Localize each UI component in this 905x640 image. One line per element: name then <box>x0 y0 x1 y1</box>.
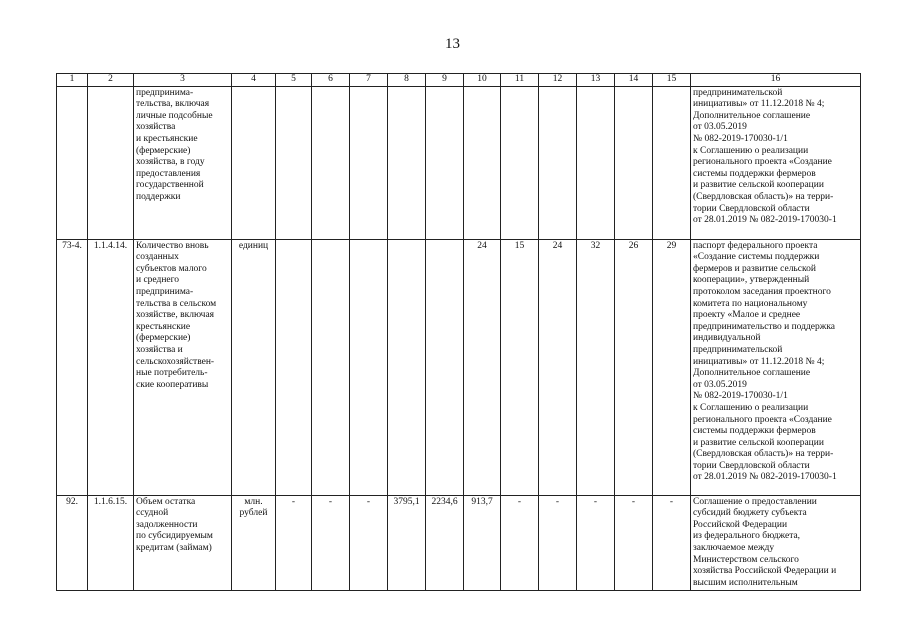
code-cell: 1.1.6.15. <box>88 495 134 591</box>
unit-cell: млн. рублей <box>232 495 276 591</box>
source-document-line: инициативы» от 11.12.2018 № 4; <box>693 356 825 367</box>
value-cell <box>615 86 653 239</box>
value-cell <box>276 86 312 239</box>
value-cell <box>501 86 539 239</box>
column-header: 2 <box>88 74 134 87</box>
source-document-line: тории Свердловской области <box>693 460 810 471</box>
value-cell <box>350 239 388 495</box>
indicator-name-line: поддержки <box>136 191 181 202</box>
value-cell <box>388 239 426 495</box>
source-document-line: фермеров и развитие сельской <box>693 263 816 274</box>
source-document-line: инициативы» от 11.12.2018 № 4; <box>693 99 825 110</box>
indicators-table <box>56 73 861 591</box>
row-number-cell: 73-4. <box>57 239 88 495</box>
source-document-cell <box>691 495 861 591</box>
indicator-name-line: личные подсобные <box>136 110 213 121</box>
indicator-name-line: и крестьянские <box>136 133 198 144</box>
source-document-cell <box>691 239 861 495</box>
value-cell: - <box>350 495 388 591</box>
column-header: 16 <box>691 74 861 87</box>
source-document-line: предпринимательство и поддержка <box>693 321 836 332</box>
source-document-cell <box>691 86 861 239</box>
code-cell <box>88 86 134 239</box>
row-number-cell <box>57 86 88 239</box>
indicator-name-line: предоставления <box>136 168 201 179</box>
value-cell: 32 <box>577 239 615 495</box>
indicator-name-line: Количество вновь <box>136 240 209 251</box>
column-header: 7 <box>350 74 388 87</box>
value-cell <box>276 239 312 495</box>
source-document-line: системы поддержки фермеров <box>693 168 816 179</box>
value-cell <box>312 239 350 495</box>
source-document-line: Дополнительное соглашение <box>693 368 811 379</box>
indicator-name-line: Объем остатка <box>136 496 196 507</box>
column-header: 12 <box>539 74 577 87</box>
value-cell <box>312 86 350 239</box>
value-cell: 2234,6 <box>426 495 464 591</box>
column-header: 13 <box>577 74 615 87</box>
indicator-name-line: крестьянские <box>136 321 191 332</box>
source-document-line: кооперации», утвержденный <box>693 275 810 286</box>
column-header: 10 <box>464 74 501 87</box>
source-document-line: от 03.05.2019 <box>693 122 747 133</box>
indicator-name-line: задолженности <box>136 519 198 530</box>
column-header: 15 <box>653 74 691 87</box>
value-cell <box>350 86 388 239</box>
source-document-line: к Соглашению о реализации <box>693 402 809 413</box>
column-header: 4 <box>232 74 276 87</box>
indicator-name-cell <box>134 239 232 495</box>
source-document-line: из федерального бюджета, <box>693 531 801 542</box>
table-row <box>57 239 861 495</box>
value-cell: 24 <box>539 239 577 495</box>
value-cell: 26 <box>615 239 653 495</box>
indicator-name-cell <box>134 86 232 239</box>
indicator-name-line: ные потребитель- <box>136 368 208 379</box>
value-cell <box>653 86 691 239</box>
indicator-name-line: и среднего <box>136 275 180 286</box>
value-cell <box>464 86 501 239</box>
source-document-line: Соглашение о предоставлении <box>693 496 817 507</box>
column-header: 3 <box>134 74 232 87</box>
source-document-line: от 03.05.2019 <box>693 379 747 390</box>
source-document-line: к Соглашению о реализации <box>693 145 809 156</box>
indicator-name-line: ские кооперативы <box>136 379 209 390</box>
indicator-name-line: сельскохозяйствен- <box>136 356 215 367</box>
indicator-name-line: хозяйстве, включая <box>136 310 215 321</box>
column-header: 6 <box>312 74 350 87</box>
value-cell: - <box>577 495 615 591</box>
code-cell: 1.1.4.14. <box>88 239 134 495</box>
indicator-name-line: предпринима- <box>136 286 194 297</box>
value-cell: - <box>615 495 653 591</box>
indicator-name-line: хозяйства, в году <box>136 157 205 168</box>
page-number: 13 <box>445 36 460 52</box>
indicator-name-line: субъектов малого <box>136 263 207 274</box>
source-document-line: № 082-2019-170030-1/1 <box>693 391 788 402</box>
source-document-line: регионального проекта «Создание <box>693 157 832 168</box>
indicator-name-line: хозяйства и <box>136 344 183 355</box>
source-document-line: предпринимательской <box>693 87 783 98</box>
value-cell: 29 <box>653 239 691 495</box>
source-document-line: Дополнительное соглашение <box>693 110 811 121</box>
value-cell: 24 <box>464 239 501 495</box>
value-cell <box>426 239 464 495</box>
value-cell <box>388 86 426 239</box>
indicator-name-cell <box>134 495 232 591</box>
value-cell: 913,7 <box>464 495 501 591</box>
value-cell: - <box>539 495 577 591</box>
value-cell <box>539 86 577 239</box>
source-document-line: тории Свердловской области <box>693 203 810 214</box>
source-document-line: «Создание системы поддержки <box>693 252 820 263</box>
unit-cell: единиц <box>232 239 276 495</box>
indicator-name-line: (фермерские) <box>136 145 191 156</box>
value-cell: 3795,1 <box>388 495 426 591</box>
source-document-line: индивидуальной <box>693 333 761 344</box>
value-cell <box>426 86 464 239</box>
source-document-line: № 082-2019-170030-1/1 <box>693 133 788 144</box>
source-document-line: заключаемое между <box>693 542 775 553</box>
source-document-line: протоколом заседания проектного <box>693 286 831 297</box>
column-header: 1 <box>57 74 88 87</box>
value-cell <box>577 86 615 239</box>
source-document-line: субсидий бюджету субъекта <box>693 508 807 519</box>
header-row <box>57 74 861 87</box>
indicator-name-line: по субсидируемым <box>136 531 213 542</box>
source-document-line: предпринимательской <box>693 344 783 355</box>
table-row <box>57 86 861 239</box>
indicator-name-line: созданных <box>136 252 179 263</box>
source-document-line: регионального проекта «Создание <box>693 414 832 425</box>
source-document-line: комитета по национальному <box>693 298 808 309</box>
indicator-name-line: хозяйства <box>136 122 176 133</box>
source-document-line: Российской Федерации <box>693 519 788 530</box>
value-cell: 15 <box>501 239 539 495</box>
indicator-name-line: тельства, включая <box>136 99 210 110</box>
value-cell: - <box>501 495 539 591</box>
source-document-line: паспорт федерального проекта <box>693 240 818 251</box>
indicator-name-line: государственной <box>136 180 204 191</box>
unit-cell <box>232 86 276 239</box>
row-number-cell: 92. <box>57 495 88 591</box>
indicator-name-line: кредитам (займам) <box>136 542 212 553</box>
source-document-line: хозяйства Российской Федерации и <box>693 566 837 577</box>
value-cell: - <box>653 495 691 591</box>
source-document-line: проекту «Малое и среднее <box>693 310 801 321</box>
indicator-name-line: (фермерские) <box>136 333 191 344</box>
column-header: 14 <box>615 74 653 87</box>
indicator-name-line: тельства в сельском <box>136 298 217 309</box>
source-document-line: системы поддержки фермеров <box>693 426 816 437</box>
value-cell: - <box>276 495 312 591</box>
source-document-line: и развитие сельской кооперации <box>693 437 824 448</box>
indicator-name-line: предпринима- <box>136 87 194 98</box>
column-header: 11 <box>501 74 539 87</box>
column-header: 5 <box>276 74 312 87</box>
source-document-line: (Свердловская область)» на терри- <box>693 449 834 460</box>
source-document-line: и развитие сельской кооперации <box>693 180 824 191</box>
table-row <box>57 495 861 591</box>
column-header: 9 <box>426 74 464 87</box>
source-document-line: Министерством сельского <box>693 554 799 565</box>
source-document-line: (Свердловская область)» на терри- <box>693 191 834 202</box>
source-document-line: от 28.01.2019 № 082-2019-170030-1 <box>693 215 837 226</box>
source-document-line: высшим исполнительным <box>693 577 798 588</box>
source-document-line: от 28.01.2019 № 082-2019-170030-1 <box>693 472 837 483</box>
indicator-name-line: ссудной <box>136 508 169 519</box>
column-header: 8 <box>388 74 426 87</box>
value-cell: - <box>312 495 350 591</box>
